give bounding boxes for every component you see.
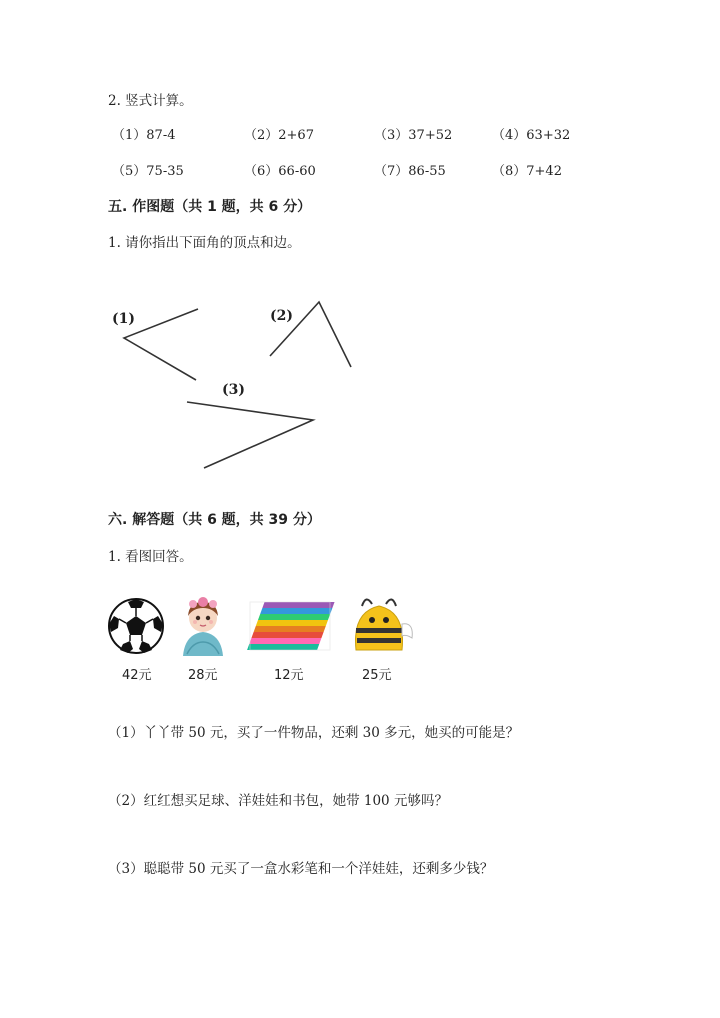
angle-1 — [112, 309, 198, 380]
section-heading: 六. 解答题（共 6 题，共 39 分） — [108, 512, 321, 528]
doll-icon — [173, 596, 233, 658]
watercolor-pens-icon — [242, 598, 342, 656]
problem-item: （7）86-55 — [374, 164, 446, 179]
angle-label: (1) — [112, 311, 135, 327]
question-title: 1. 看图回答。 — [108, 549, 193, 565]
angle-3 — [187, 382, 313, 468]
angle-label: (3) — [222, 382, 245, 398]
sub-question: （3）聪聪带 50 元买了一盒水彩笔和一个洋娃娃，还剩多少钱？ — [108, 861, 494, 877]
problem-item: （6）66-60 — [244, 164, 316, 179]
item-price: 42元 — [122, 668, 152, 683]
problem-item: （5）75-35 — [112, 164, 184, 179]
section-heading: 五. 作图题（共 1 题，共 6 分） — [108, 199, 312, 215]
bee-backpack-icon — [346, 594, 416, 656]
item-price: 28元 — [188, 668, 218, 683]
angle-2 — [270, 302, 351, 367]
problem-item: （3）37+52 — [374, 128, 453, 143]
sub-question: （1）丫丫带 50 元，买了一件物品，还剩 30 多元，她买的可能是？ — [108, 725, 520, 741]
problem-item: （1）87-4 — [112, 128, 176, 143]
question-title: 1. 请你指出下面角的顶点和边。 — [108, 235, 301, 251]
item-price: 12元 — [274, 668, 304, 683]
problem-item: （4）63+32 — [492, 128, 571, 143]
problem-item: （2）2+67 — [244, 128, 314, 143]
soccer-ball-icon — [106, 596, 166, 656]
angle-label: (2) — [270, 308, 293, 324]
sub-question: （2）红红想买足球、洋娃娃和书包，她带 100 元够吗？ — [108, 793, 448, 809]
problem-item: （8）7+42 — [492, 164, 562, 179]
question-title: 2. 竖式计算。 — [108, 93, 193, 109]
item-price: 25元 — [362, 668, 392, 683]
